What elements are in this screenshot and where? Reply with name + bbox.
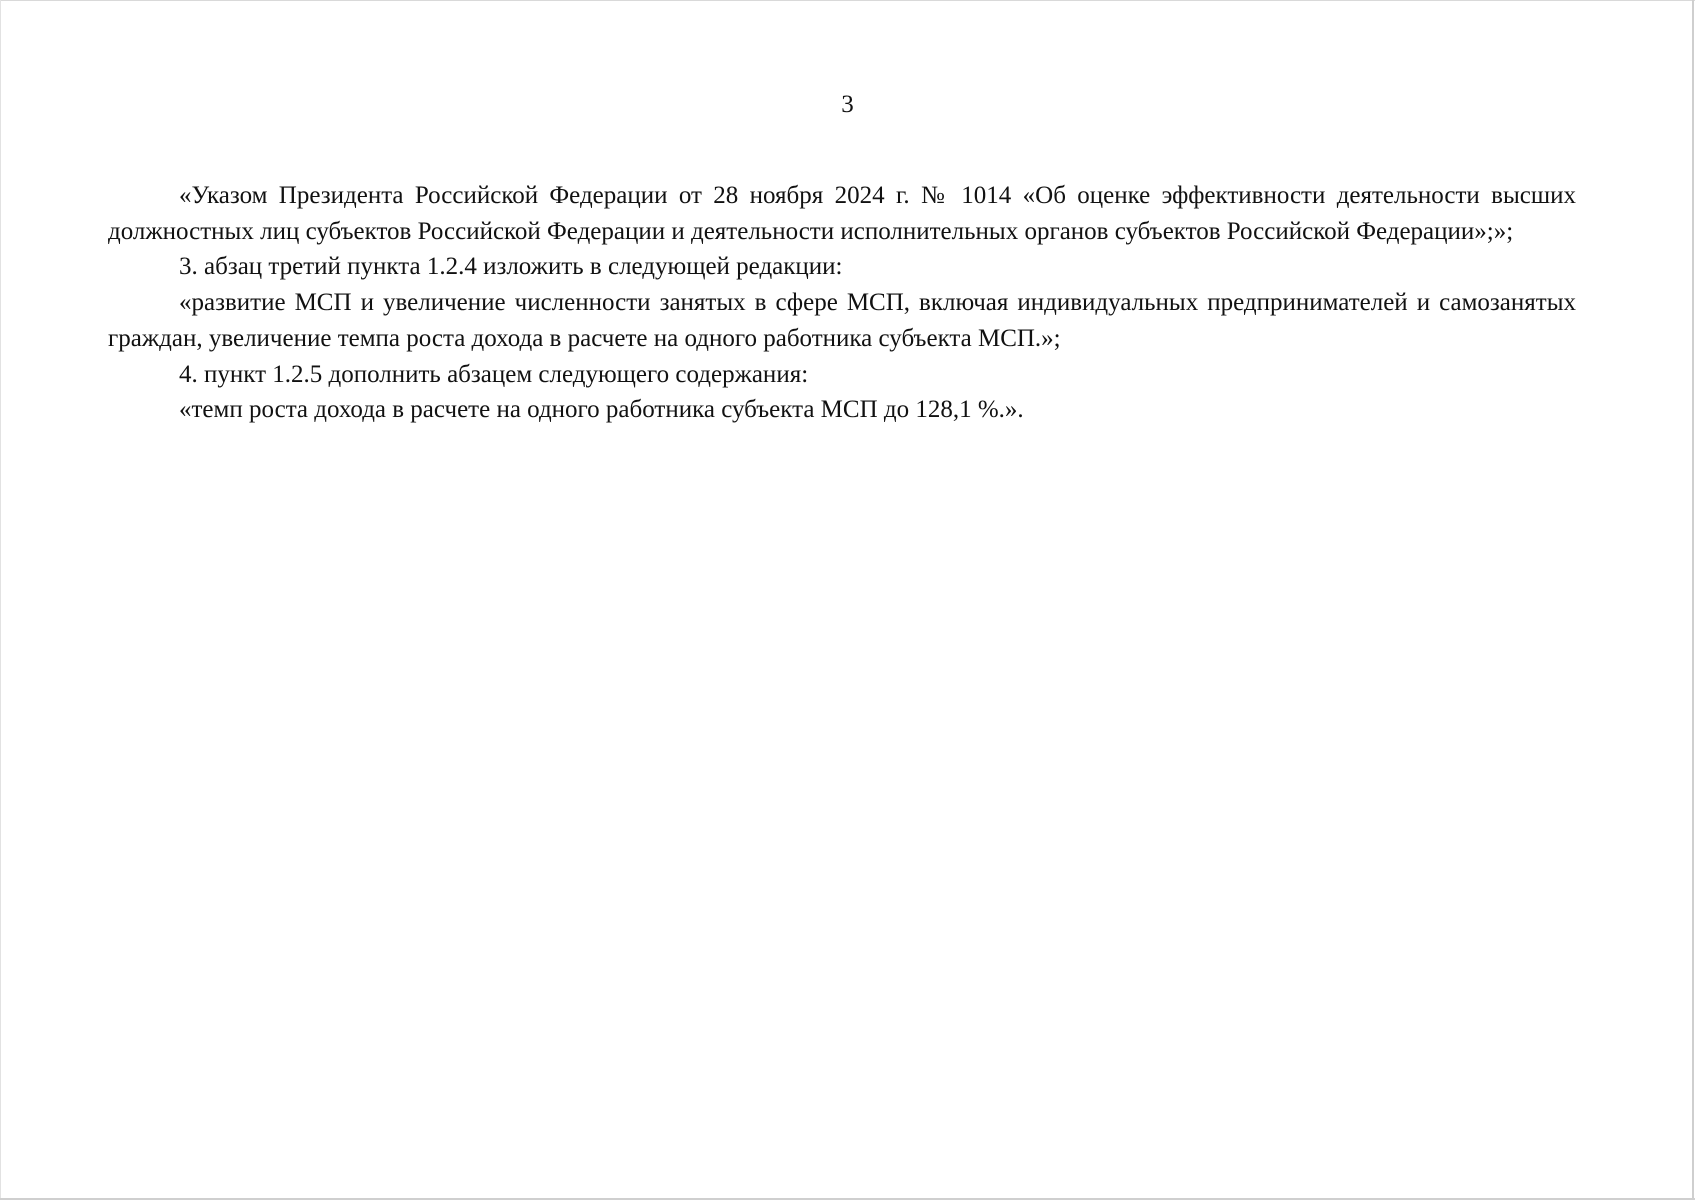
paragraph-income-growth-rate: «темп роста дохода в расчете на одного работника субъекта МСП до 128,1 %.». <box>179 396 1024 424</box>
scan-border-right <box>1692 0 1694 1200</box>
page-number: 3 <box>841 91 854 118</box>
paragraph-msp-development: «развитие МСП и увеличение численности занятых в сфере МСП, включая индивидуальных предпринимателей и самозанятых граждан, увеличение темпа роста дохода в расчете на одного работника субъекта МСП.»; <box>108 289 1576 352</box>
scan-border-top <box>0 0 1695 1</box>
document-body <box>108 178 1576 428</box>
scan-border-left <box>0 0 1 1200</box>
paragraph-item-4: 4. пункт 1.2.5 дополнить абзацем следующего содержания: <box>179 360 809 388</box>
paragraph-decree-reference: «Указом Президента Российской Федерации от 28 ноября 2024 г. № 1014 «Об оценке эффективности деятельности высших должностных лиц субъектов Российской Федерации и деятельности исполнительных органов субъектов Российской Федерации»;»; <box>108 182 1576 245</box>
paragraph-item-3: 3. абзац третий пункта 1.2.4 изложить в следующей редакции: <box>179 253 843 281</box>
